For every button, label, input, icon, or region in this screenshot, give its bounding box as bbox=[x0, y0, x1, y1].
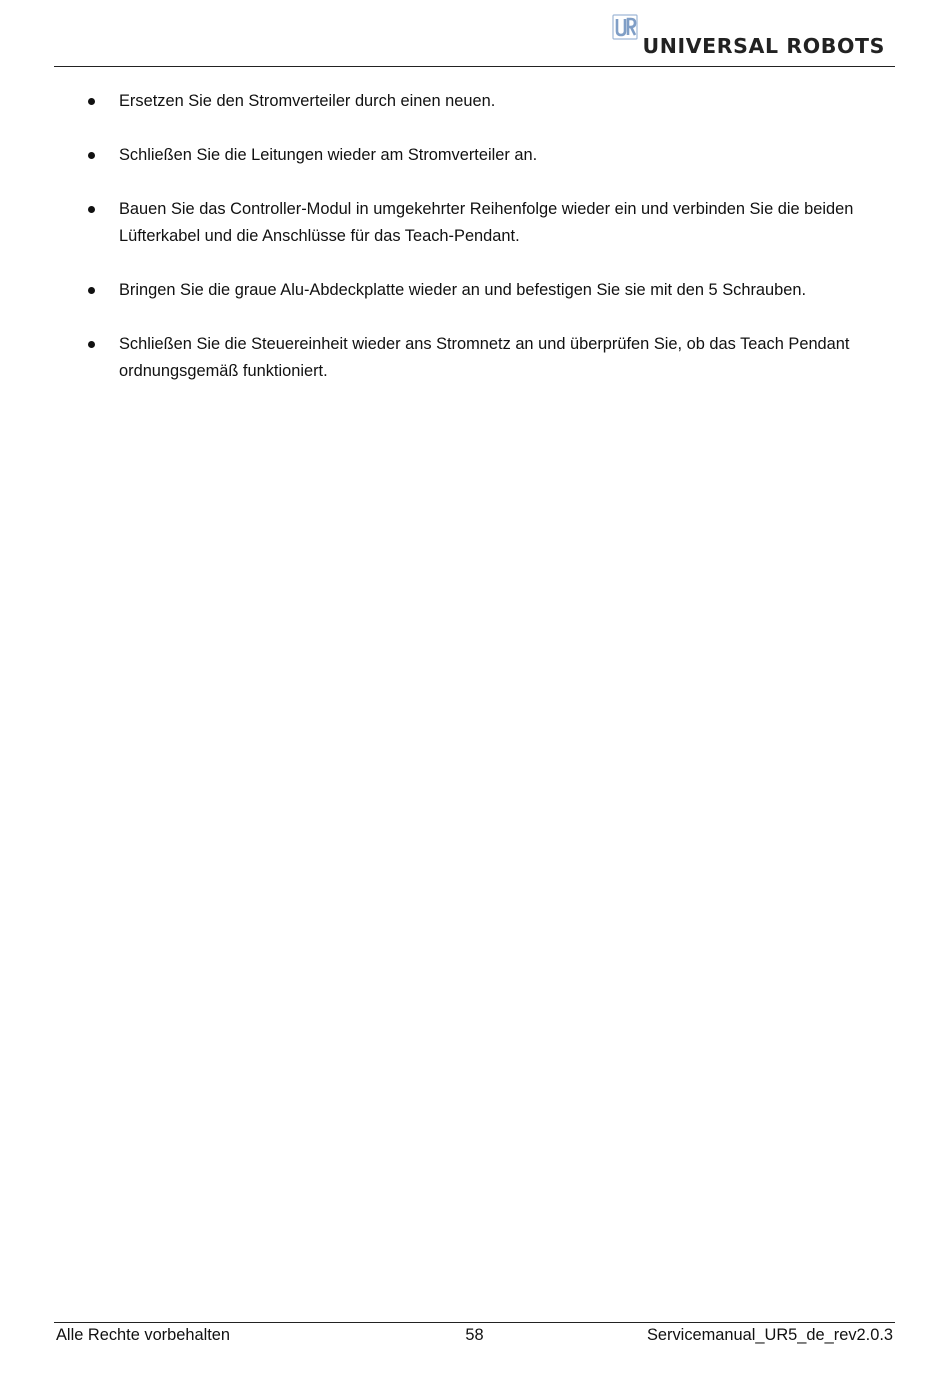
list-item-text: Schließen Sie die Leitungen wieder am Stromverteiler an. bbox=[119, 146, 538, 164]
bullet-icon bbox=[88, 341, 95, 348]
page-header bbox=[54, 0, 895, 67]
bullet-icon bbox=[88, 98, 95, 105]
list-item-text: Ersetzen Sie den Stromverteiler durch einen neuen. bbox=[119, 92, 496, 110]
list-item bbox=[86, 196, 896, 250]
bullet-icon bbox=[88, 152, 95, 159]
list-item bbox=[86, 331, 896, 385]
list-item bbox=[86, 88, 896, 115]
bullet-icon bbox=[88, 287, 95, 294]
universal-robots-logo bbox=[642, 14, 885, 58]
list-item-text: Bauen Sie das Controller-Modul in umgekehrter Reihenfolge wieder ein und verbinden Sie die beiden Lüfterkabel und die Anschlüsse für das Teach-Pendant. bbox=[119, 200, 854, 245]
footer-copyright: Alle Rechte vorbehalten bbox=[56, 1326, 231, 1344]
list-item bbox=[86, 142, 896, 169]
page-number: 58 bbox=[465, 1326, 484, 1344]
ur-logo-mark-icon bbox=[612, 14, 638, 40]
document-id: Servicemanual_UR5_de_rev2.0.3 bbox=[646, 1326, 893, 1344]
page-content bbox=[86, 88, 896, 412]
logo-text: UNIVERSAL ROBOTS bbox=[642, 33, 885, 58]
instruction-list bbox=[86, 88, 896, 385]
list-item-text: Schließen Sie die Steuereinheit wieder ans Stromnetz an und überprüfen Sie, ob das Teach Pendant ordnungsgemäß funktioniert. bbox=[119, 335, 850, 380]
bullet-icon bbox=[88, 206, 95, 213]
list-item-text: Bringen Sie die graue Alu-Abdeckplatte wieder an und befestigen Sie sie mit den 5 Schrauben. bbox=[119, 281, 807, 299]
page-footer bbox=[54, 1322, 895, 1353]
list-item bbox=[86, 277, 896, 304]
